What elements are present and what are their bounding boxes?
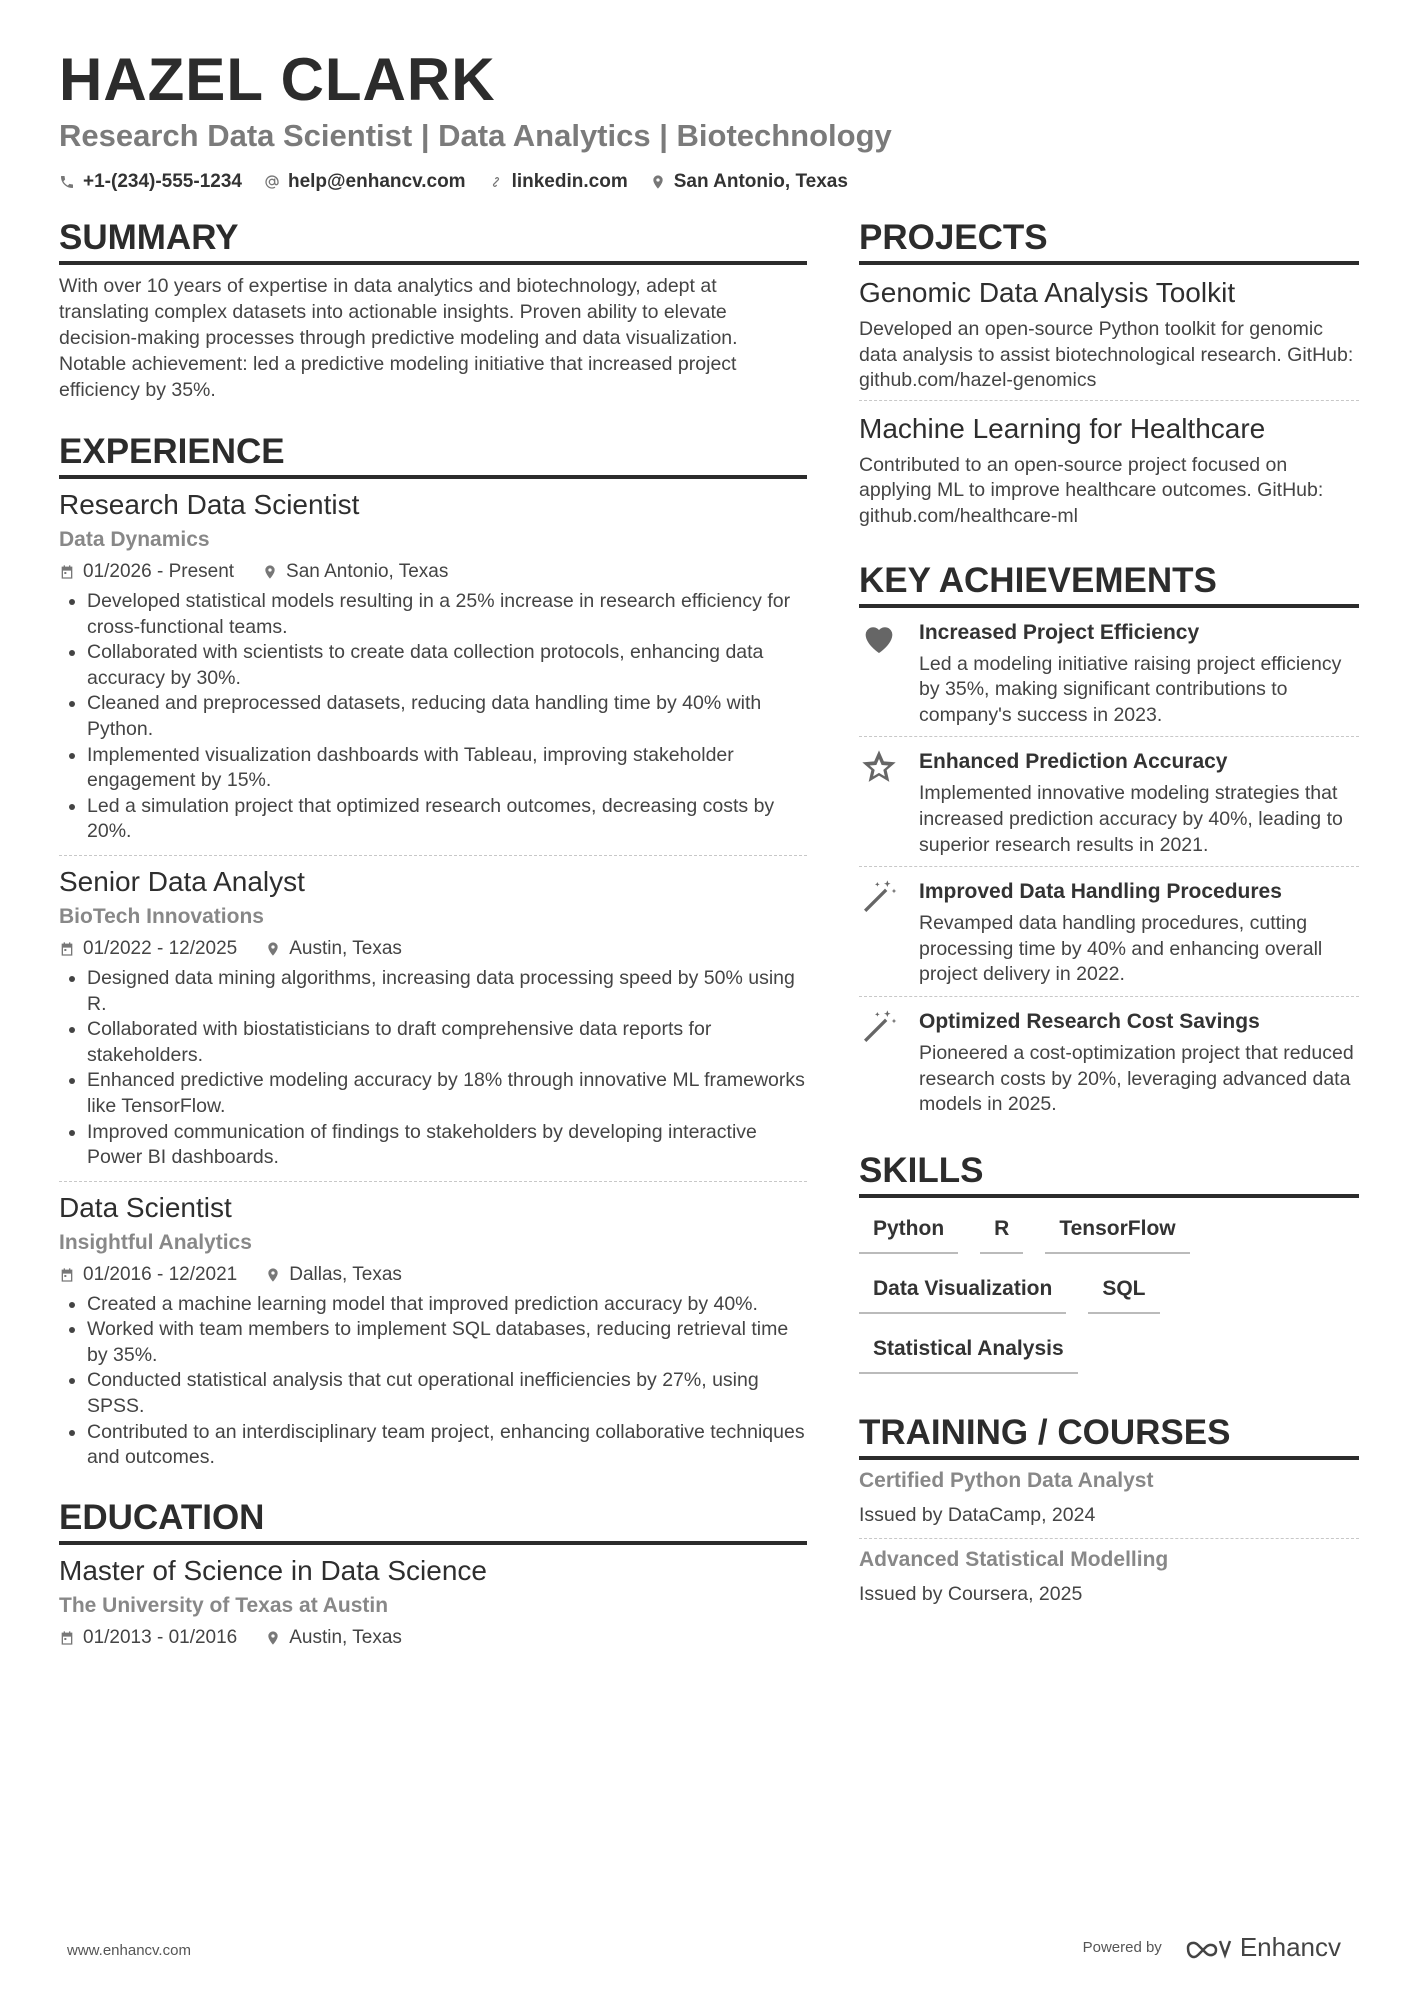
skill-tag: TensorFlow xyxy=(1045,1208,1189,1254)
footer-website[interactable]: www.enhancv.com xyxy=(67,1942,191,1959)
job-meta xyxy=(59,934,807,964)
job-title: Senior Data Analyst xyxy=(59,865,305,897)
projects-heading: PROJECTS xyxy=(859,215,1359,265)
achievement-description: Pioneered a cost-optimization project that reduced research costs by 20%, leveraging advanced data models in 2025. xyxy=(919,1041,1354,1116)
skill-tag: R xyxy=(980,1208,1023,1254)
contact-linkedin[interactable] xyxy=(488,167,628,197)
email-text: help@enhancv.com xyxy=(287,171,466,192)
skills-heading: SKILLS xyxy=(859,1148,1359,1198)
course-entry xyxy=(859,1539,1359,1617)
at-icon xyxy=(264,174,280,190)
degree-title: Master of Science in Data Science xyxy=(59,1554,487,1586)
skill-tag: SQL xyxy=(1088,1268,1159,1314)
education-entry xyxy=(59,1545,807,1663)
course-title: Advanced Statistical Modelling xyxy=(859,1547,1169,1571)
bullet-item: • Improved communication of findings to stakeholders by developing interactive Power BI dashboards. xyxy=(87,1120,807,1171)
summary-heading: SUMMARY xyxy=(59,215,807,265)
skills-section xyxy=(859,1148,1359,1388)
calendar-icon xyxy=(59,1267,75,1283)
achievement-title: Optimized Research Cost Savings xyxy=(919,1009,1260,1033)
linkedin-text: linkedin.com xyxy=(511,171,628,192)
magic-wand-icon xyxy=(859,877,899,917)
phone-icon xyxy=(59,174,75,190)
achievement-entry xyxy=(859,608,1359,738)
experience-heading: EXPERIENCE xyxy=(59,429,807,479)
bullet-item: • Collaborated with biostatisticians to draft comprehensive data reports for stakeholders. xyxy=(87,1017,807,1068)
education-dates: 01/2013 - 01/2016 xyxy=(83,1626,238,1648)
location-pin-icon xyxy=(650,174,666,190)
training-section xyxy=(859,1410,1359,1617)
project-description: Developed an open-source Python toolkit for genomic data analysis to assist biotechnological research. GitHub: github.com/hazel-genomics xyxy=(859,318,1354,392)
course-issuer: Issued by DataCamp, 2024 xyxy=(859,1503,1096,1526)
calendar-icon xyxy=(59,1630,75,1646)
location-text: San Antonio, Texas xyxy=(673,171,848,192)
brand-name: Enhancv xyxy=(1239,1932,1341,1962)
bullet-item: • Created a machine learning model that improved prediction accuracy by 40%. xyxy=(87,1292,807,1318)
job-entry xyxy=(59,479,807,856)
job-location: San Antonio, Texas xyxy=(286,561,449,582)
achievement-title: Enhanced Prediction Accuracy xyxy=(919,750,1228,774)
school-name: The University of Texas at Austin xyxy=(59,1593,389,1617)
bullet-item: • Led a simulation project that optimized research outcomes, decreasing costs by 20%. xyxy=(87,794,807,845)
job-title: Research Data Scientist xyxy=(59,489,360,520)
bullet-item: • Designed data mining algorithms, increasing data processing speed by 50% using R. xyxy=(87,966,807,1017)
footer-branding xyxy=(1083,1932,1341,1963)
skill-tag: Python xyxy=(859,1208,958,1254)
heart-icon xyxy=(859,618,899,658)
achievement-title: Improved Data Handling Procedures xyxy=(919,880,1282,904)
location-pin-icon xyxy=(262,564,278,580)
phone-text: +1-(234)-555-1234 xyxy=(83,171,242,192)
resume-page xyxy=(59,0,1359,1995)
bullet-item: • Conducted statistical analysis that cut operational inefficiencies by 27%, using SPSS. xyxy=(87,1368,807,1419)
bullet-item: • Contributed to an interdisciplinary team project, enhancing collaborative techniques and outcomes. xyxy=(87,1420,807,1471)
link-icon xyxy=(488,174,504,190)
company-name: Data Dynamics xyxy=(59,528,210,551)
calendar-icon xyxy=(59,564,75,580)
candidate-name: HAZEL CLARK xyxy=(59,46,496,113)
job-dates: 01/2022 - 12/2025 xyxy=(83,937,238,959)
job-location: Austin, Texas xyxy=(289,937,402,959)
location-pin-icon xyxy=(265,1630,281,1646)
candidate-title: Research Data Scientist | Data Analytics | Biotechnology xyxy=(59,118,892,153)
achievement-entry xyxy=(859,867,1359,997)
magic-wand-icon xyxy=(859,1007,899,1047)
contact-bar xyxy=(59,167,848,197)
job-entry xyxy=(59,1182,807,1481)
job-bullets xyxy=(59,589,807,845)
project-description: Contributed to an open-source project focused on applying ML to improve healthcare outcomes. GitHub: github.com/healthcare-ml xyxy=(859,453,1324,527)
company-name: BioTech Innovations xyxy=(59,904,264,928)
job-bullets xyxy=(59,966,807,1171)
contact-location xyxy=(650,167,848,197)
bullet-item: • Collaborated with scientists to create data collection protocols, enhancing data accuracy by 30%. xyxy=(87,640,807,691)
summary-section xyxy=(59,215,807,403)
achievement-entry xyxy=(859,997,1359,1126)
star-icon xyxy=(859,747,899,787)
company-name: Insightful Analytics xyxy=(59,1230,252,1254)
education-heading: EDUCATION xyxy=(59,1495,807,1545)
powered-by-text: Powered by xyxy=(1082,1939,1162,1956)
course-issuer: Issued by Coursera, 2025 xyxy=(859,1582,1083,1605)
contact-email[interactable] xyxy=(264,167,466,197)
enhancv-logo-icon xyxy=(1184,1935,1232,1961)
calendar-icon xyxy=(59,941,75,957)
bullet-item: • Worked with team members to implement SQL databases, reducing retrieval time by 35%. xyxy=(87,1317,807,1368)
projects-section xyxy=(859,215,1359,536)
achievement-entry xyxy=(859,737,1359,867)
education-meta xyxy=(59,1623,807,1653)
job-dates: 01/2016 - 12/2021 xyxy=(83,1263,238,1285)
skills-list xyxy=(859,1208,1359,1388)
training-heading: TRAINING / COURSES xyxy=(859,1410,1359,1460)
job-bullets xyxy=(59,1292,807,1471)
location-pin-icon xyxy=(265,1267,281,1283)
project-title: Genomic Data Analysis Toolkit xyxy=(859,277,1236,308)
project-entry xyxy=(859,401,1359,536)
education-location: Austin, Texas xyxy=(289,1626,402,1648)
bullet-item: • Developed statistical models resulting in a 25% increase in research efficiency for cross-functional teams. xyxy=(87,589,807,640)
location-pin-icon xyxy=(265,941,281,957)
left-column xyxy=(59,215,807,1663)
project-title: Machine Learning for Healthcare xyxy=(859,412,1266,444)
achievement-description: Implemented innovative modeling strategies that increased prediction accuracy by 40%, leading to superior research results in 2021. xyxy=(919,782,1343,856)
bullet-item: • Implemented visualization dashboards with Tableau, improving stakeholder engagement by 15%. xyxy=(87,743,807,794)
job-title: Data Scientist xyxy=(59,1191,232,1223)
achievements-section xyxy=(859,558,1359,1126)
achievement-description: Revamped data handling procedures, cutting processing time by 40% and enhancing overall project delivery in 2022. xyxy=(919,912,1323,986)
project-entry xyxy=(859,265,1359,401)
brand-logo[interactable] xyxy=(1184,1932,1341,1963)
skill-tag: Data Visualization xyxy=(859,1268,1066,1314)
course-entry xyxy=(859,1460,1359,1539)
achievements-heading: KEY ACHIEVEMENTS xyxy=(859,558,1359,608)
achievement-description: Led a modeling initiative raising project efficiency by 35%, making significant contributions to company's success in 2023. xyxy=(919,652,1342,726)
bullet-item: • Cleaned and preprocessed datasets, reducing data handling time by 40% with Python. xyxy=(87,691,807,742)
job-meta xyxy=(59,1260,807,1290)
contact-phone[interactable] xyxy=(59,167,242,197)
summary-text: With over 10 years of expertise in data analytics and biotechnology, adept at translating complex datasets into actionable insights. Proven ability to elevate decision-making processes through predictive modeling and data visualization. Notable achievement: led a predictive modeling initiative that increased project efficiency by 35%. xyxy=(59,275,738,401)
job-entry xyxy=(59,856,807,1182)
course-title: Certified Python Data Analyst xyxy=(859,1468,1154,1492)
right-column xyxy=(859,215,1359,1617)
experience-section xyxy=(59,429,807,1481)
achievement-title: Increased Project Efficiency xyxy=(919,620,1200,644)
job-location: Dallas, Texas xyxy=(289,1263,402,1285)
job-meta xyxy=(59,557,807,587)
skill-tag: Statistical Analysis xyxy=(859,1328,1078,1374)
job-dates: 01/2026 - Present xyxy=(83,561,235,582)
education-section xyxy=(59,1495,807,1663)
bullet-item: • Enhanced predictive modeling accuracy by 18% through innovative ML frameworks like TensorFlow. xyxy=(87,1068,807,1119)
